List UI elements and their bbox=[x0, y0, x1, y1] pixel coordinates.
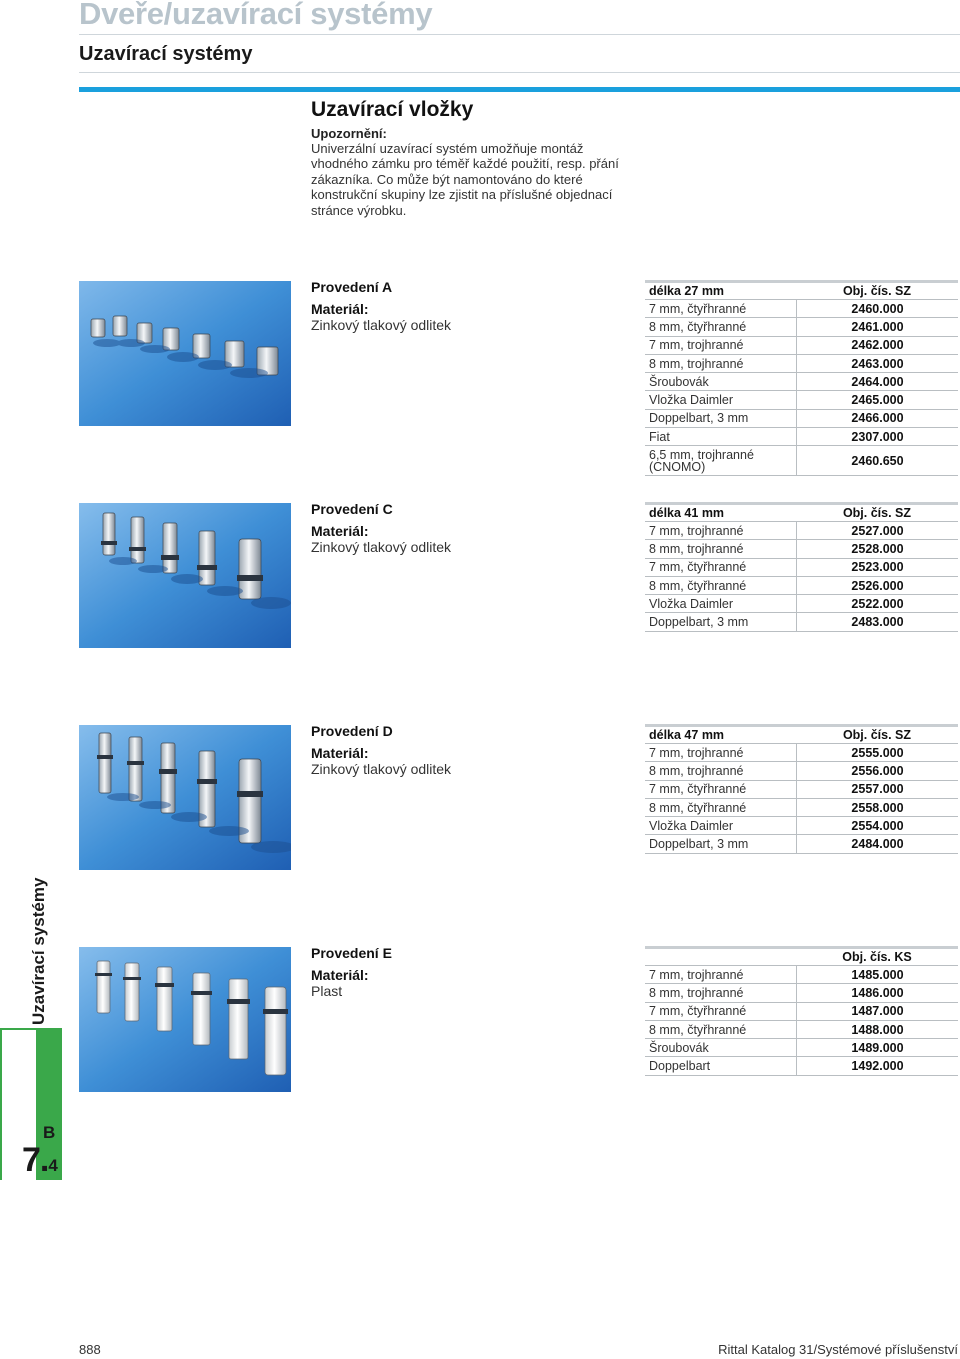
order-no-header: Obj. čís. SZ bbox=[842, 506, 912, 520]
table-header bbox=[645, 280, 958, 300]
row-order-no: 2522.000 bbox=[796, 595, 958, 612]
table-row bbox=[645, 1021, 958, 1039]
row-label: 8 mm, trojhranné bbox=[649, 356, 744, 371]
section-a-title: Provedení A bbox=[311, 279, 393, 295]
intro-text: Univerzální uzavírací systém umožňuje montáž vhodného zámku pro téměř každé použití, resp. přání zákazníka. Co může být namontováno do které konstrukční skupiny lze zjistit na příslušné objednací stránce výrobku. bbox=[311, 141, 619, 218]
table-row bbox=[645, 337, 958, 355]
table-c bbox=[645, 502, 958, 632]
row-label: 7 mm, trojhranné bbox=[649, 745, 744, 760]
table-row bbox=[645, 984, 958, 1002]
warning-label: Upozornění: bbox=[311, 126, 387, 141]
row-order-no: 2464.000 bbox=[796, 373, 958, 390]
row-label: 8 mm, čtyřhranné bbox=[649, 319, 747, 334]
table-row bbox=[645, 744, 958, 762]
length-header: délka 41 mm bbox=[649, 506, 725, 520]
row-label: 7 mm, trojhranné bbox=[649, 338, 744, 353]
row-order-no: 2526.000 bbox=[796, 577, 958, 594]
row-label: 7 mm, trojhranné bbox=[649, 967, 744, 982]
section-a-description bbox=[311, 279, 561, 333]
row-label: Doppelbart, 3 mm bbox=[649, 837, 749, 852]
row-label: 7 mm, čtyřhranné bbox=[649, 1004, 747, 1019]
table-row bbox=[645, 446, 958, 476]
row-order-no: 2465.000 bbox=[796, 391, 958, 408]
row-label: 8 mm, čtyřhranné bbox=[649, 578, 747, 593]
row-label: Doppelbart bbox=[649, 1059, 711, 1074]
material-label: Materiál: bbox=[311, 745, 369, 761]
table-row bbox=[645, 540, 958, 558]
row-order-no: 2558.000 bbox=[796, 799, 958, 816]
row-label: 8 mm, trojhranné bbox=[649, 985, 744, 1000]
row-order-no: 2527.000 bbox=[796, 522, 958, 539]
table-row bbox=[645, 1057, 958, 1075]
table-header bbox=[645, 724, 958, 744]
side-tab-number-small: 4 bbox=[48, 1156, 58, 1175]
row-order-no: 1488.000 bbox=[796, 1021, 958, 1038]
row-order-no: 1489.000 bbox=[796, 1039, 958, 1056]
row-order-no: 2466.000 bbox=[796, 410, 958, 427]
row-label: Vložka Daimler bbox=[649, 596, 734, 611]
row-order-no: 2461.000 bbox=[796, 318, 958, 335]
row-order-no: 2462.000 bbox=[796, 337, 958, 354]
section-e-description bbox=[311, 945, 561, 999]
table-row bbox=[645, 522, 958, 540]
table-d bbox=[645, 724, 958, 854]
table-row bbox=[645, 835, 958, 853]
page-number: 888 bbox=[79, 1342, 101, 1357]
row-label: Vložka Daimler bbox=[649, 818, 734, 833]
section-c-title: Provedení C bbox=[311, 501, 393, 517]
row-label: 8 mm, trojhranné bbox=[649, 541, 744, 556]
row-order-no: 1485.000 bbox=[796, 966, 958, 983]
table-row bbox=[645, 300, 958, 318]
table-row bbox=[645, 559, 958, 577]
intro-block bbox=[311, 98, 641, 218]
row-label: Vložka Daimler bbox=[649, 393, 734, 408]
row-label: 7 mm, čtyřhranné bbox=[649, 782, 747, 797]
row-order-no: 2463.000 bbox=[796, 355, 958, 372]
row-order-no: 2528.000 bbox=[796, 540, 958, 557]
table-header bbox=[645, 502, 958, 522]
order-no-header: Obj. čís. SZ bbox=[842, 284, 912, 298]
table-row bbox=[645, 1003, 958, 1021]
row-label: Doppelbart, 3 mm bbox=[649, 615, 749, 630]
section-d-description bbox=[311, 723, 561, 777]
row-label: Fiat bbox=[649, 429, 670, 444]
row-label: Doppelbart, 3 mm bbox=[649, 411, 749, 426]
row-label: 8 mm, čtyřhranné bbox=[649, 800, 747, 815]
order-no-header: Obj. čís. SZ bbox=[842, 728, 912, 742]
material-label: Materiál: bbox=[311, 967, 369, 983]
subtitle-divider bbox=[79, 72, 960, 73]
section-d-title: Provedení D bbox=[311, 723, 393, 739]
table-header bbox=[645, 946, 958, 966]
material-value: Zinkový tlakový odlitek bbox=[311, 761, 452, 777]
page-subtitle: Uzavírací systémy bbox=[79, 43, 253, 65]
row-order-no: 1486.000 bbox=[796, 984, 958, 1001]
catalog-name: Rittal Katalog 31/Systémové příslušenství bbox=[718, 1342, 958, 1357]
row-order-no: 2523.000 bbox=[796, 559, 958, 576]
row-order-no: 2483.000 bbox=[796, 613, 958, 630]
row-order-no: 2460.000 bbox=[796, 300, 958, 317]
row-order-no: 2554.000 bbox=[796, 817, 958, 834]
table-e bbox=[645, 946, 958, 1076]
row-order-no: 2557.000 bbox=[796, 781, 958, 798]
row-label: 7 mm, čtyřhranné bbox=[649, 301, 747, 316]
row-order-no: 1487.000 bbox=[796, 1003, 958, 1020]
section-c-description bbox=[311, 501, 561, 555]
row-order-no: 1492.000 bbox=[796, 1057, 958, 1074]
row-label: 8 mm, čtyřhranné bbox=[649, 1022, 747, 1037]
material-value: Zinkový tlakový odlitek bbox=[311, 317, 452, 333]
section-e-title: Provedení E bbox=[311, 945, 392, 961]
material-label: Materiál: bbox=[311, 301, 369, 317]
table-row bbox=[645, 373, 958, 391]
product-photo-e bbox=[79, 947, 291, 1092]
row-label: Šroubovák bbox=[649, 1040, 709, 1055]
accent-bar bbox=[79, 87, 960, 92]
material-label: Materiál: bbox=[311, 523, 369, 539]
table-row bbox=[645, 817, 958, 835]
table-row bbox=[645, 391, 958, 409]
row-label: 6,5 mm, trojhranné (CNOMO) bbox=[649, 447, 754, 474]
product-photo-a bbox=[79, 281, 291, 426]
material-value: Plast bbox=[311, 983, 343, 999]
row-label: Šroubovák bbox=[649, 374, 709, 389]
side-tab-number-main: 7. bbox=[22, 1141, 49, 1179]
row-label: 7 mm, čtyřhranné bbox=[649, 560, 747, 575]
table-row bbox=[645, 577, 958, 595]
table-row bbox=[645, 595, 958, 613]
table-row bbox=[645, 428, 958, 446]
table-row bbox=[645, 613, 958, 631]
row-order-no: 2556.000 bbox=[796, 762, 958, 779]
table-row bbox=[645, 1039, 958, 1057]
table-row bbox=[645, 762, 958, 780]
order-no-header: Obj. čís. KS bbox=[842, 950, 912, 964]
table-row bbox=[645, 799, 958, 817]
table-row bbox=[645, 966, 958, 984]
side-tab-letter: B bbox=[43, 1123, 56, 1142]
table-row bbox=[645, 410, 958, 428]
intro-heading: Uzavírací vložky bbox=[311, 98, 474, 121]
row-label: 7 mm, trojhranné bbox=[649, 523, 744, 538]
table-row bbox=[645, 355, 958, 373]
table-row bbox=[645, 318, 958, 336]
row-order-no: 2484.000 bbox=[796, 835, 958, 852]
side-tab-label: Uzavírací systémy bbox=[29, 877, 48, 1025]
table-row bbox=[645, 781, 958, 799]
material-value: Zinkový tlakový odlitek bbox=[311, 539, 452, 555]
row-order-no: 2307.000 bbox=[796, 428, 958, 445]
page-title: Dveře/uzavírací systémy bbox=[79, 0, 433, 31]
header-divider bbox=[79, 34, 960, 35]
length-header: délka 27 mm bbox=[649, 284, 725, 298]
table-a bbox=[645, 280, 958, 476]
row-order-no: 2555.000 bbox=[796, 744, 958, 761]
length-header: délka 47 mm bbox=[649, 728, 725, 742]
side-tab-number bbox=[22, 1141, 58, 1180]
product-photo-d bbox=[79, 725, 291, 870]
row-order-no: 2460.650 bbox=[796, 446, 958, 475]
row-label: 8 mm, trojhranné bbox=[649, 763, 744, 778]
product-photo-c bbox=[79, 503, 291, 648]
